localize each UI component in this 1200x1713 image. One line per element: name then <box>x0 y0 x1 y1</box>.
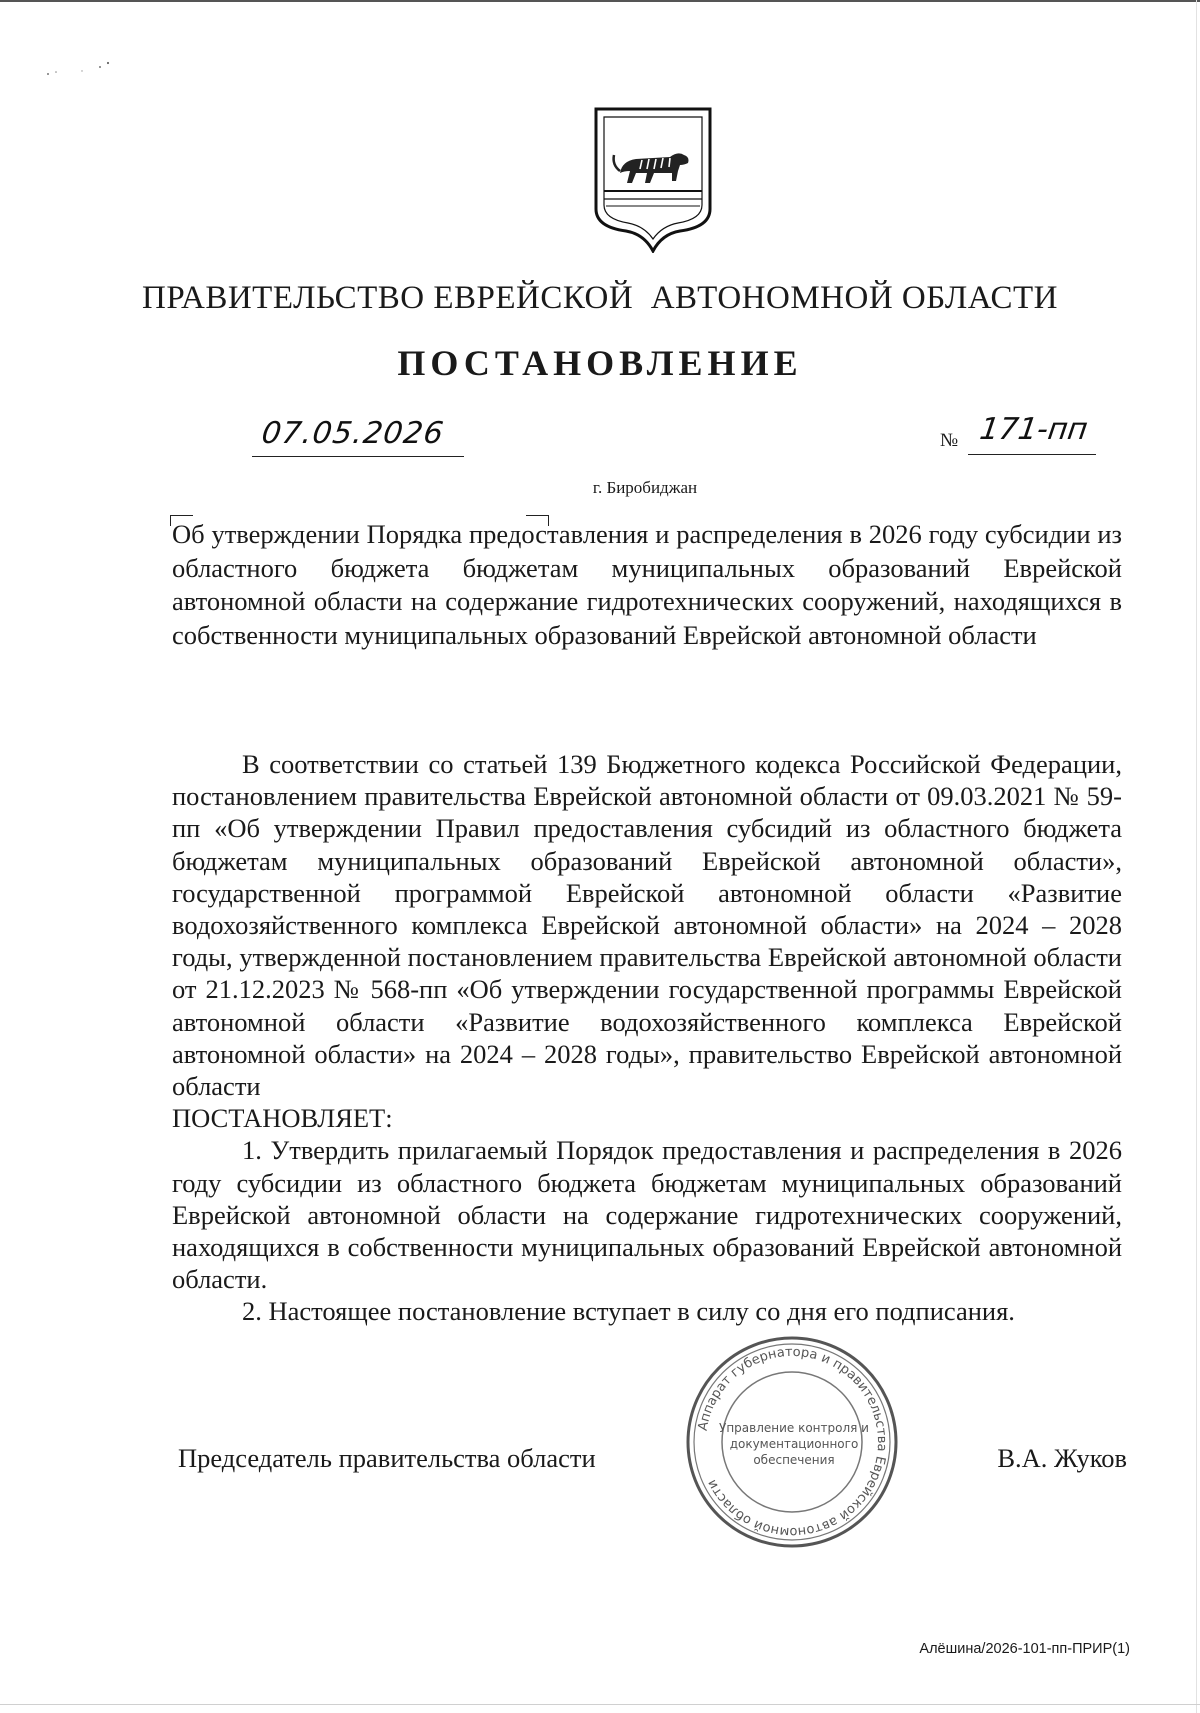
stamp-inner-line: Управление контроля и <box>719 1421 869 1435</box>
scan-specks <box>40 52 130 82</box>
handwritten-number: 171-пп <box>977 412 1090 447</box>
handwritten-date: 07.05.2026 <box>259 416 447 451</box>
list-item: 2. Настоящее постановление вступает в силу со дня его подписания. <box>242 1296 1015 1327</box>
decree-word: ПОСТАНОВЛЯЕТ: <box>172 1103 393 1134</box>
header <box>0 280 1200 317</box>
footer-reference: Алёшина/2026-101-пп-ПРИР(1) <box>919 1641 1130 1657</box>
number-field <box>940 410 1100 456</box>
official-stamp <box>682 1332 902 1552</box>
government-title: ПРАВИТЕЛЬСТВО ЕВРЕЙСКОЙ АВТОНОМНОЙ ОБЛАСТИ <box>142 280 1058 316</box>
signatory-position: Председатель правительства области <box>178 1443 596 1473</box>
document-subject: Об утверждении Порядка предоставления и распределения в 2026 году субсидии из областного бюджета бюджетам муниципальных образований Еврейской автономной области на содержание гидротехнических сооружений, находящихся в собственности муниципальных образований Еврейской автономной области <box>172 519 1122 650</box>
signatory-name: В.А. Жуков <box>997 1443 1127 1473</box>
city: г. Биробиджан <box>592 478 698 497</box>
stamp-outer-text: Аппарат губернатора и правительства Еврейской автономной области <box>695 1344 890 1540</box>
scan-edge-right <box>1196 0 1197 1713</box>
coat-of-arms-emblem <box>592 105 714 253</box>
scan-edge-bottom <box>0 1704 1200 1705</box>
document-type: ПОСТАНОВЛЕНИЕ <box>397 343 803 383</box>
stamp-inner-line: обеспечения <box>753 1453 835 1467</box>
date-field <box>252 416 464 457</box>
stamp-inner-line: документационного <box>729 1437 859 1451</box>
list-item: 1. Утвердить прилагаемый Порядок предоставления и распределения в 2026 году субсидии из областного бюджета бюджетам муниципальных образований Еврейской автономной области на содержание гидротехнических сооружений, находящихся в собственности муниципальных образований Еврейской автономной области. <box>172 1135 1122 1295</box>
scan-edge-top <box>0 0 1200 2</box>
document-body <box>172 748 1122 1328</box>
preamble-paragraph: В соответствии со статьей 139 Бюджетного кодекса Российской Федерации, постановлением правительства Еврейской автономной области от 09.03.2021 № 59-пп «Об утверждении Правил предоставления субсидий из областного бюджета бюджетам муниципальных образований Еврейской автономной области», государственной программой Еврейской автономной области «Развитие водохозяйственного комплекса Еврейской автономной области» на 2024 – 2028 годы, утвержденной постановлением правительства Еврейской автономной области от 21.12.2023 № 568-пп «Об утверждении государственной программы Еврейской автономной области «Развитие водохозяйственного комплекса Еврейской автономной области» на 2024 – 2028 годы», правительство Еврейской автономной области <box>172 749 1122 1102</box>
number-sign: № <box>940 430 959 451</box>
number-underline <box>968 454 1096 455</box>
